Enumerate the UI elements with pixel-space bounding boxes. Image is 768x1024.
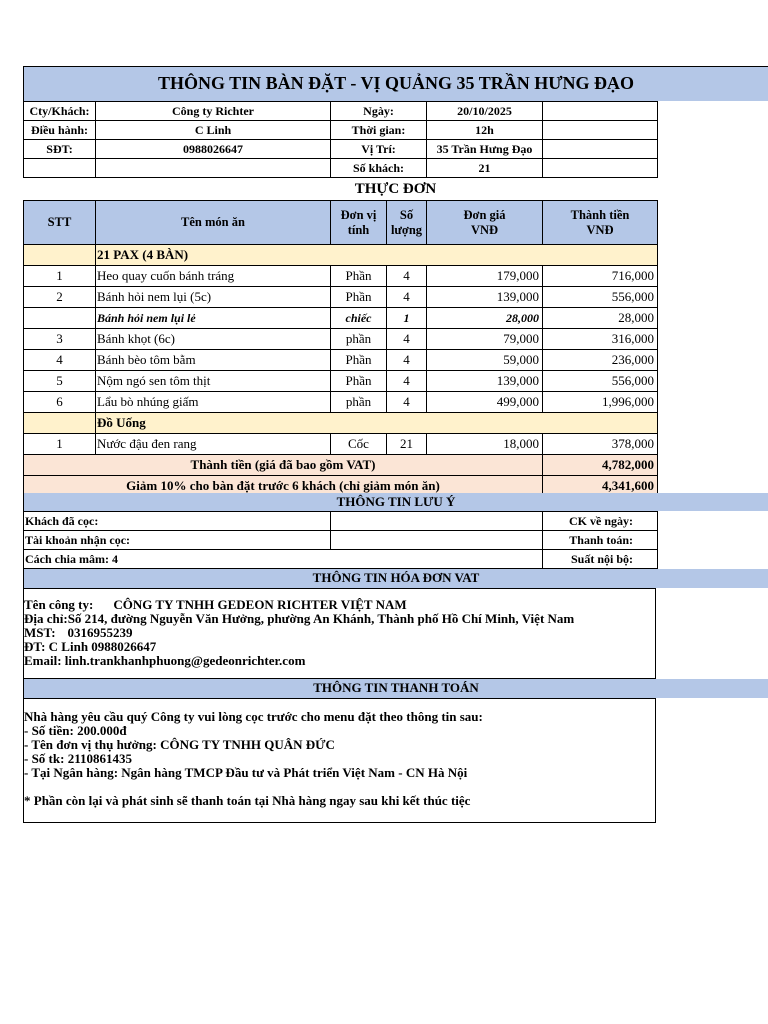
payment-amount: - Số tiền: 200.000đ	[24, 723, 127, 738]
deposit-account-label: Tài khoản nhận cọc:	[24, 531, 331, 550]
empty-cell	[24, 245, 96, 266]
subtotal-label: Thành tiền (giá đã bao gồm VAT)	[24, 455, 543, 476]
payment-info-block	[23, 698, 656, 823]
row-qty: 4	[387, 371, 427, 392]
row-unit: chiếc	[331, 308, 387, 329]
row-qty: 4	[387, 392, 427, 413]
row-unit: Phần	[331, 371, 387, 392]
menu-header-row	[24, 201, 658, 245]
row-total: 1,996,000	[543, 392, 658, 413]
group-row-drinks	[24, 413, 658, 434]
table-row	[24, 287, 658, 308]
row-total: 556,000	[543, 287, 658, 308]
row-total: 236,000	[543, 350, 658, 371]
discount-label: Giảm 10% cho bàn đặt trước 6 khách (chỉ giảm món ăn)	[24, 476, 543, 497]
vat-address: Địa chỉ:Số 214, đường Nguyễn Văn Hưởng, phường An Khánh, Thành phố Hồ Chí Minh, Việt Nam	[24, 611, 575, 626]
transfer-date-label: CK về ngày:	[543, 512, 658, 531]
empty-cell	[331, 531, 543, 550]
row-qty: 4	[387, 350, 427, 371]
date-value: 20/10/2025	[427, 102, 543, 121]
col-price-header-line1: Đơn giá	[463, 207, 506, 222]
row-stt: 2	[24, 287, 96, 308]
row-total: 378,000	[543, 434, 658, 455]
location-value: 35 Trần Hưng Đạo	[427, 140, 543, 159]
row-name: Nộm ngó sen tôm thịt	[96, 371, 331, 392]
row-total: 716,000	[543, 266, 658, 287]
time-label: Thời gian:	[331, 121, 427, 140]
col-qty-header-line1: Số	[399, 207, 414, 222]
group-row-food	[24, 245, 658, 266]
row-total: 28,000	[543, 308, 658, 329]
vat-company-label: Tên công ty:	[24, 597, 94, 612]
row-unit: phần	[331, 392, 387, 413]
row-price: 59,000	[427, 350, 543, 371]
col-stt-header: STT	[24, 201, 96, 245]
notes-table	[23, 511, 658, 569]
table-row	[24, 308, 658, 329]
row-qty: 1	[387, 308, 427, 329]
row-name: Bánh hỏi nem lụi lẻ	[96, 308, 331, 329]
row-price: 79,000	[427, 329, 543, 350]
empty-cell	[543, 159, 658, 178]
empty-cell	[331, 550, 543, 569]
col-unit-header-line2: tính	[347, 222, 370, 237]
guests-label: Số khách:	[331, 159, 427, 178]
time-value: 12h	[427, 121, 543, 140]
row-name: Bánh khọt (6c)	[96, 329, 331, 350]
row-price: 18,000	[427, 434, 543, 455]
row-stt: 1	[24, 266, 96, 287]
row-qty: 4	[387, 287, 427, 308]
col-price-header	[427, 201, 543, 245]
payment-beneficiary: - Tên đơn vị thụ hưởng: CÔNG TY TNHH QUÂN ĐỨC	[24, 737, 335, 752]
empty-cell	[24, 413, 96, 434]
payment-label: Thanh toán:	[543, 531, 658, 550]
row-name: Lẩu bò nhúng giấm	[96, 392, 331, 413]
row-total: 556,000	[543, 371, 658, 392]
discount-value: 4,341,600	[543, 476, 658, 497]
table-row	[24, 329, 658, 350]
row-price: 179,000	[427, 266, 543, 287]
payment-heading: THÔNG TIN THANH TOÁN	[23, 679, 768, 698]
payment-bank: - Tại Ngân hàng: Ngân hàng TMCP Đầu tư và Phát triển Việt Nam - CN Hà Nội	[24, 765, 468, 780]
company-label: Cty/Khách:	[24, 102, 96, 121]
col-name-header: Tên món ăn	[96, 201, 331, 245]
col-total-header-line2: VNĐ	[586, 222, 614, 237]
company-value: Công ty Richter	[96, 102, 331, 121]
row-name: Bánh hỏi nem lụi (5c)	[96, 287, 331, 308]
payment-intro: Nhà hàng yêu cầu quý Công ty vui lòng cọc trước cho menu đặt theo thông tin sau:	[24, 709, 483, 724]
col-qty-header-line2: lượng	[390, 222, 423, 237]
empty-cell	[543, 102, 658, 121]
row-price: 499,000	[427, 392, 543, 413]
empty-cell	[331, 512, 543, 531]
vat-tax-value: 0316955239	[67, 625, 133, 640]
row-qty: 4	[387, 266, 427, 287]
row-name: Nước đậu đen rang	[96, 434, 331, 455]
row-price: 139,000	[427, 371, 543, 392]
empty-cell	[96, 159, 331, 178]
vat-heading: THÔNG TIN HÓA ĐƠN VAT	[23, 569, 768, 588]
payment-account: - Số tk: 2110861435	[24, 751, 132, 766]
menu-table	[23, 200, 658, 497]
row-stt: 6	[24, 392, 96, 413]
col-qty-header	[387, 201, 427, 245]
row-price: 28,000	[427, 308, 543, 329]
notes-heading: THÔNG TIN LƯU Ý	[23, 493, 768, 511]
row-unit: Cốc	[331, 434, 387, 455]
empty-cell	[543, 121, 658, 140]
table-row	[24, 434, 658, 455]
vat-tax-label: MST:	[24, 625, 56, 640]
deposit-label: Khách đã cọc:	[24, 512, 331, 531]
row-stt: 3	[24, 329, 96, 350]
row-stt	[24, 308, 96, 329]
row-stt: 1	[24, 434, 96, 455]
row-unit: Phần	[331, 266, 387, 287]
table-row	[24, 266, 658, 287]
row-unit: phần	[331, 329, 387, 350]
menu-heading: THỰC ĐƠN	[354, 181, 437, 197]
col-total-header	[543, 201, 658, 245]
col-unit-header-line1: Đơn vị	[340, 207, 377, 222]
row-qty: 4	[387, 329, 427, 350]
row-name: Bánh bèo tôm bằm	[96, 350, 331, 371]
empty-cell	[24, 159, 96, 178]
vat-email: Email: linh.trankhanhphuong@gedeonrichter.com	[24, 653, 306, 668]
empty-cell	[543, 140, 658, 159]
vat-company-line	[24, 598, 655, 612]
internal-portion-label: Suất nội bộ:	[543, 550, 658, 569]
payment-footnote: * Phần còn lại và phát sinh sẽ thanh toán tại Nhà hàng ngay sau khi kết thúc tiệc	[24, 793, 471, 808]
table-row	[24, 392, 658, 413]
phone-value: 0988026647	[96, 140, 331, 159]
table-row	[24, 371, 658, 392]
row-name: Heo quay cuốn bánh tráng	[96, 266, 331, 287]
vat-info-block	[23, 588, 656, 679]
row-unit: Phần	[331, 287, 387, 308]
vat-phone: ĐT: C Linh 0988026647	[24, 639, 157, 654]
vat-tax-line	[24, 626, 655, 640]
row-qty: 21	[387, 434, 427, 455]
date-label: Ngày:	[331, 102, 427, 121]
row-stt: 5	[24, 371, 96, 392]
manager-value: C Linh	[96, 121, 331, 140]
row-total: 316,000	[543, 329, 658, 350]
col-price-header-line2: VNĐ	[470, 222, 499, 237]
manager-label: Điều hành:	[24, 121, 96, 140]
vat-company-value: CÔNG TY TNHH GEDEON RICHTER VIỆT NAM	[113, 597, 407, 612]
group-label-food: 21 PAX (4 BÀN)	[96, 245, 658, 266]
col-unit-header	[331, 201, 387, 245]
booking-info-table	[23, 101, 658, 178]
row-price: 139,000	[427, 287, 543, 308]
subtotal-row	[24, 455, 658, 476]
row-stt: 4	[24, 350, 96, 371]
tray-split-label: Cách chia mâm: 4	[24, 550, 331, 569]
document-title: THÔNG TIN BÀN ĐẶT - VỊ QUẢNG 35 TRẦN HƯNG ĐẠO	[23, 66, 768, 101]
location-label: Vị Trí:	[331, 140, 427, 159]
subtotal-value: 4,782,000	[543, 455, 658, 476]
group-label-drinks: Đồ Uống	[96, 413, 658, 434]
guests-value: 21	[427, 159, 543, 178]
row-unit: Phần	[331, 350, 387, 371]
col-total-header-line1: Thành tiền	[570, 207, 630, 222]
phone-label: SĐT:	[24, 140, 96, 159]
table-row	[24, 350, 658, 371]
